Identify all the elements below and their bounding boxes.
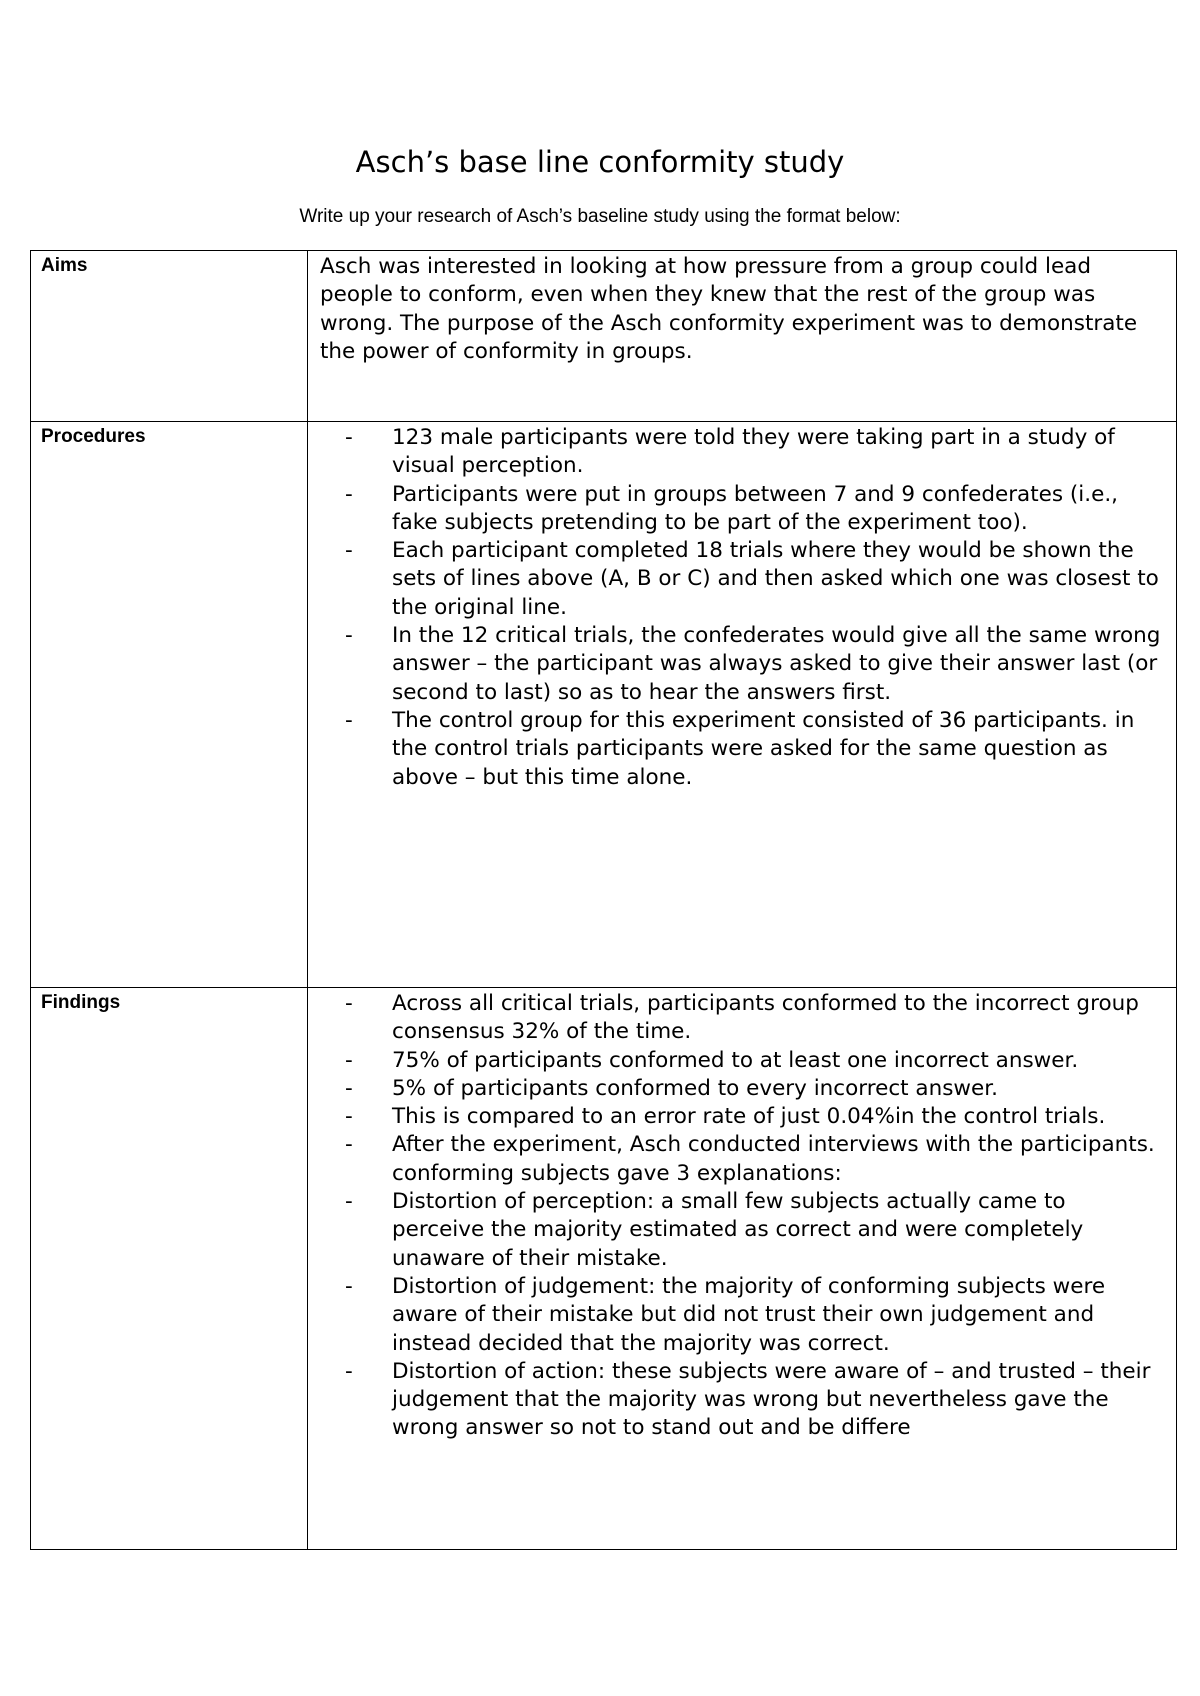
list-item: - Distortion of judgement: the majority of conforming subjects were aware of their mistake but did not trust their own judgement and instead decided that the majority was correct. (392, 1273, 1164, 1358)
list-item: - 123 male participants were told they were taking part in a study of visual perception. (392, 424, 1164, 481)
page-instructions: Write up your research of Asch’s baseline study using the format below: (299, 206, 901, 227)
aims-label: Aims (31, 251, 308, 422)
findings-label: Findings (31, 988, 308, 1550)
list-item: - After the experiment, Asch conducted interviews with the participants. conforming subjects gave 3 explanations: (392, 1131, 1164, 1188)
findings-row (31, 988, 1177, 1550)
findings-list (308, 988, 1176, 1443)
list-item: - Distortion of perception: a small few subjects actually came to perceive the majority estimated as correct and were completely unaware of their mistake. (392, 1188, 1164, 1273)
list-item: - This is compared to an error rate of just 0.04%in the control trials. (392, 1103, 1164, 1131)
procedures-row (31, 422, 1177, 988)
page-title: Asch’s base line conformity study (355, 145, 845, 179)
list-item: - The control group for this experiment consisted of 36 participants. in the control trials participants were asked for the same question as above – but this time alone. (392, 707, 1164, 792)
list-item: - Each participant completed 18 trials where they would be shown the sets of lines above (A, B or C) and then asked which one was closest to the original line. (392, 537, 1164, 622)
worksheet-table (30, 250, 1177, 1550)
aims-text: Asch was interested in looking at how pressure from a group could lead people to conform, even when they knew that the rest of the group was wrong. The purpose of the Asch conformity experiment was to demonstrate the power of conformity in groups. (320, 254, 1138, 364)
findings-cell (308, 988, 1177, 1550)
procedures-label: Procedures (31, 422, 308, 988)
list-item: - Across all critical trials, participants conformed to the incorrect group consensus 32% of the time. (392, 990, 1164, 1047)
aims-row (31, 251, 1177, 422)
list-item: - In the 12 critical trials, the confederates would give all the same wrong answer – the participant was always asked to give their answer last (or second to last) so as to hear the answers first. (392, 622, 1164, 707)
list-item: - Participants were put in groups between 7 and 9 confederates (i.e., fake subjects pretending to be part of the experiment too). (392, 481, 1164, 538)
procedures-list (308, 422, 1176, 792)
procedures-cell (308, 422, 1177, 988)
aims-cell (308, 251, 1177, 422)
list-item: - 5% of participants conformed to every incorrect answer. (392, 1075, 1164, 1103)
list-item: - 75% of participants conformed to at least one incorrect answer. (392, 1047, 1164, 1075)
list-item: - Distortion of action: these subjects were aware of – and trusted – their judgement that the majority was wrong but nevertheless gave the wrong answer so not to stand out and be differe (392, 1358, 1164, 1443)
